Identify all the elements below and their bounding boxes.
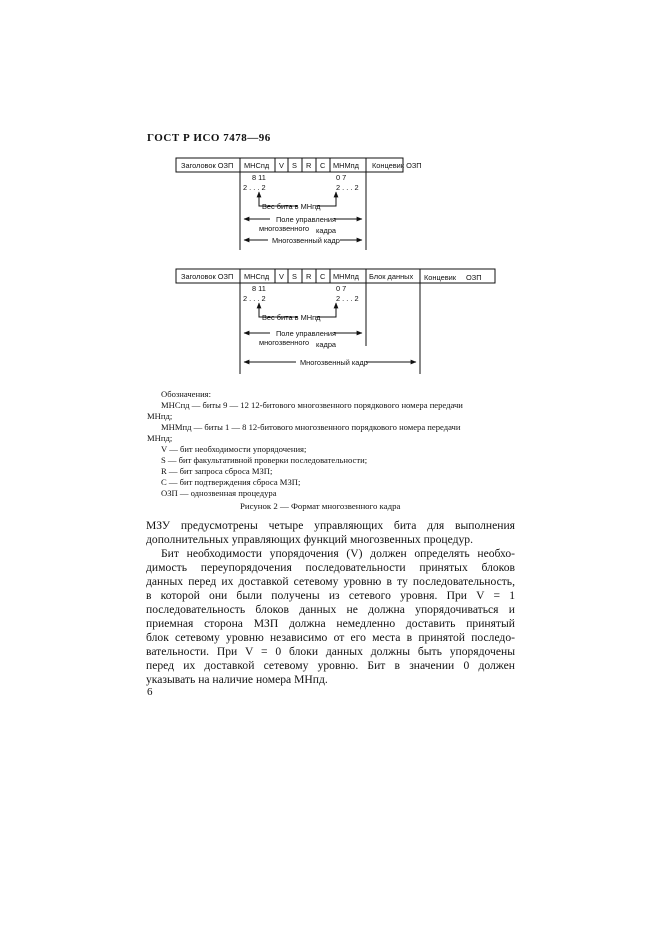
body-line: блок сетевому уровню независимо от его места в принятой последо- <box>146 631 515 644</box>
body-line: приемная сторона МЗП должна немедленно доставить принятый <box>146 617 515 630</box>
legend-item-r: R — бит запроса сброса МЗП; <box>161 466 273 476</box>
cell-c-2: C <box>320 272 326 281</box>
legend-item-mnmpd: МНМпд — биты 1 — 8 12-битового многозвенного порядкового номера передачи <box>161 422 461 432</box>
cell-mnspd-2: МНСпд <box>244 272 270 281</box>
bits-right-top-2: 0 7 <box>336 284 347 293</box>
bits-left-bottom-2: 2 . . . 2 <box>243 294 266 303</box>
cell-trailer-2b: ОЗП <box>466 273 482 282</box>
cell-mnmpd: МНМпд <box>333 161 359 170</box>
body-line: перед их доставкой сетевому уровню. Бит в значении 0 должен <box>146 659 515 672</box>
legend-item-c: С — бит подтверждения сброса МЗП; <box>161 477 301 487</box>
legend-item-v: V — бит необходимости упорядочения; <box>161 444 307 454</box>
bits-left-top-2: 8 11 <box>252 284 266 293</box>
legend-item-mnspd-cont: МНпд; <box>147 411 173 421</box>
body-line: МЗУ предусмотрены четыре управляющих бита для выполнения <box>146 519 515 532</box>
legend-item-ozp: ОЗП — однозвенная процедура <box>161 488 277 498</box>
cell-trailer: Концевик ОЗП <box>372 161 422 170</box>
body-line: последовательность блоков данных не должна упорядочиваться и <box>146 603 515 616</box>
body-line: вательности. При V = 0 блоки данных должны быть упорядочены <box>146 645 515 658</box>
body-line: указывать на наличие номера МНпд. <box>146 673 328 686</box>
cell-s-2: S <box>292 272 297 281</box>
frame-label: Многозвенный кадр <box>272 236 340 245</box>
legend-item-mnspd: МНСпд — биты 9 — 12 12-битового многозвенного порядкового номера передачи <box>161 400 463 410</box>
control-field-label-2-2: многозвенного <box>259 338 310 347</box>
body-line: Бит необходимости упорядочения (V) должен определять необхо- <box>161 547 515 560</box>
cell-trailer-2a: Концевик <box>424 273 457 282</box>
cell-v-2: V <box>279 272 284 281</box>
bit-weight-label-2: Вес бита в МНпд <box>262 313 321 322</box>
legend-item-mnmpd-cont: МНпд; <box>147 433 173 443</box>
body-line: в которой они были получены из сетевого уровня. При V = 1 <box>146 589 515 602</box>
bits-left-bottom: 2 . . . 2 <box>243 183 266 192</box>
frame-label-2: Многозвенный кадр <box>300 358 368 367</box>
cell-header: Заголовок ОЗП <box>181 161 234 170</box>
legend-item-s: S — бит факультативной проверки последовательности; <box>161 455 368 465</box>
bits-right-top: 0 7 <box>336 173 347 182</box>
cell-c: C <box>320 161 326 170</box>
body-line: данных перед их доставкой сетевому уровню в ту последовательность, <box>146 575 515 588</box>
figure-caption: Рисунок 2 — Формат многозвенного кадра <box>240 501 401 511</box>
cell-v: V <box>279 161 284 170</box>
body-line: димость переупорядочения последовательности принятых блоков <box>146 561 515 574</box>
bits-left-top: 8 11 <box>252 173 266 182</box>
control-field-label-2-2b: кадра <box>316 340 337 349</box>
control-field-label-2: многозвенного <box>259 224 310 233</box>
bits-right-bottom: 2 . . . 2 <box>336 183 359 192</box>
page-number: 6 <box>147 686 153 698</box>
body-line: дополнительных управляющих функций многозвенных процедур. <box>146 533 473 546</box>
control-field-label-1: Поле управления <box>276 215 337 224</box>
control-field-label-2-1: Поле управления <box>276 329 337 338</box>
cell-data-block: Блок данных <box>369 272 414 281</box>
cell-mnspd: МНСпд <box>244 161 270 170</box>
legend-title: Обозначения: <box>161 389 212 399</box>
cell-header-2: Заголовок ОЗП <box>181 272 234 281</box>
control-field-label-2b: кадра <box>316 226 337 235</box>
cell-s: S <box>292 161 297 170</box>
cell-r-2: R <box>306 272 312 281</box>
bits-right-bottom-2: 2 . . . 2 <box>336 294 359 303</box>
cell-mnmpd-2: МНМпд <box>333 272 359 281</box>
bit-weight-label: Вес бита в МНпд <box>262 202 321 211</box>
page-header: ГОСТ Р ИСО 7478—96 <box>147 132 271 144</box>
cell-r: R <box>306 161 312 170</box>
